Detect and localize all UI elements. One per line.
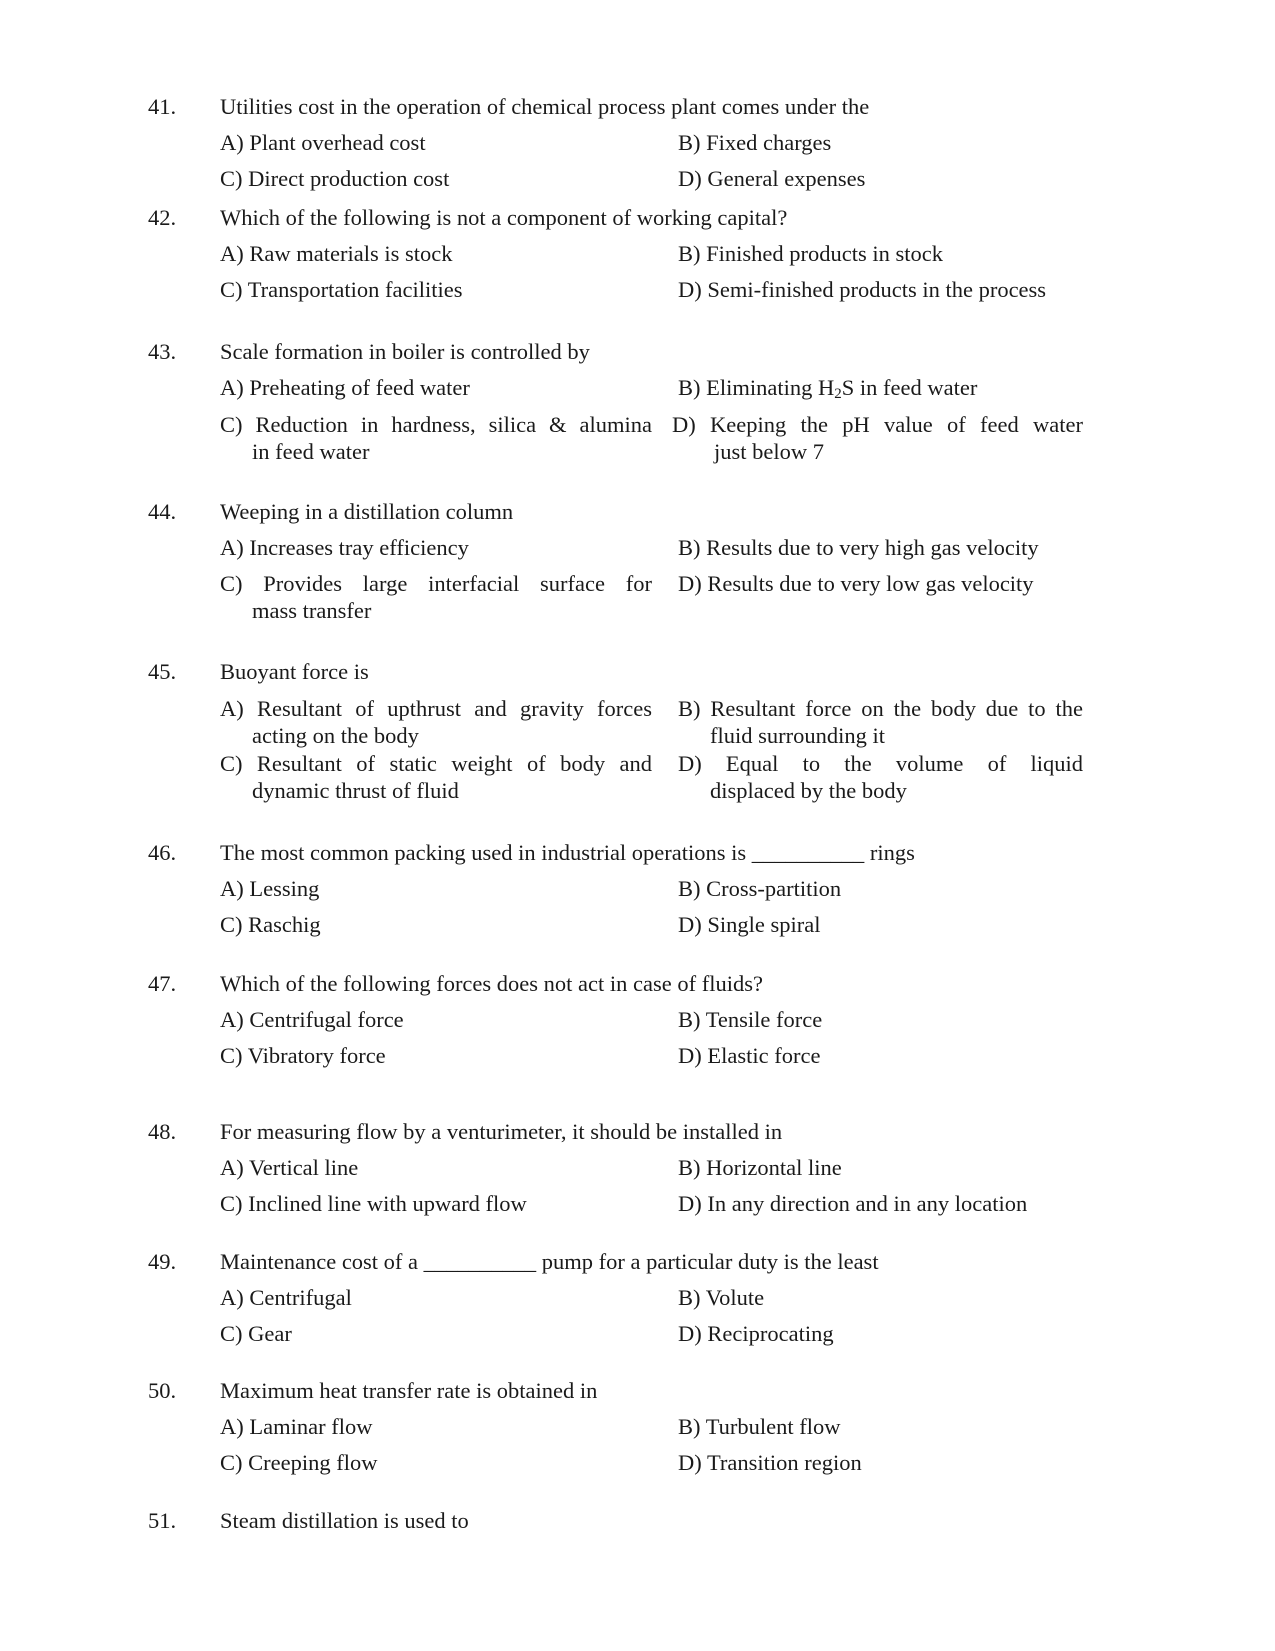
question-text: Maintenance cost of a __________ pump for a particular duty is the least: [220, 1249, 879, 1274]
question-number: 45.: [148, 659, 177, 684]
question-text: Weeping in a distillation column: [220, 499, 514, 524]
option-b: B) Finished products in stock: [678, 241, 943, 266]
option-d: D) Transition region: [678, 1450, 862, 1475]
question-text: Which of the following forces does not act in case of fluids?: [220, 971, 763, 996]
option-d: D) Single spiral: [678, 912, 821, 937]
option-b: B) Turbulent flow: [678, 1414, 841, 1439]
subscript-2: 2: [834, 386, 842, 402]
option-d: D) Reciprocating: [678, 1321, 834, 1346]
option-c: C) Gear: [220, 1321, 292, 1346]
option-b: [678, 374, 977, 401]
option-a: A) Plant overhead cost: [220, 130, 426, 155]
option-d: D) Results due to very low gas velocity: [678, 571, 1034, 596]
option-c: C) Direct production cost: [220, 166, 450, 191]
option-a: A) Preheating of feed water: [220, 375, 470, 400]
option-d: [678, 750, 1083, 804]
option-d-line1: D) Keeping the pH value of feed water: [672, 412, 1083, 437]
option-a-line2: acting on the body: [252, 723, 419, 748]
option-a: A) Raw materials is stock: [220, 241, 453, 266]
option-d-line1: D) Equal to the volume of liquid: [678, 751, 1083, 776]
option-c: C) Creeping flow: [220, 1450, 378, 1475]
question-text: Scale formation in boiler is controlled by: [220, 339, 590, 364]
option-d: D) In any direction and in any location: [678, 1191, 1028, 1216]
option-c: C) Vibratory force: [220, 1043, 386, 1068]
question-number: 44.: [148, 499, 177, 524]
option-b-text-end: S in feed water: [841, 375, 978, 400]
option-b: [678, 695, 1083, 749]
option-c-line1: C) Resultant of static weight of body and: [220, 751, 652, 776]
question-number: 47.: [148, 971, 177, 996]
option-a: A) Centrifugal: [220, 1285, 352, 1310]
option-d: D) Elastic force: [678, 1043, 821, 1068]
option-c: [220, 750, 652, 804]
option-a: A) Centrifugal force: [220, 1007, 404, 1032]
option-a: A) Laminar flow: [220, 1414, 373, 1439]
option-b-line2: fluid surrounding it: [710, 723, 885, 748]
option-b: B) Cross-partition: [678, 876, 842, 901]
question-text: Which of the following is not a component of working capital?: [220, 205, 788, 230]
option-c-line2: in feed water: [252, 439, 370, 464]
option-a: A) Lessing: [220, 876, 320, 901]
question-number: 42.: [148, 205, 177, 230]
option-c: C) Inclined line with upward flow: [220, 1191, 527, 1216]
question-text: Utilities cost in the operation of chemical process plant comes under the: [220, 94, 870, 119]
option-c-line1: C) Provides large interfacial surface for: [220, 571, 652, 596]
option-d-line2: displaced by the body: [710, 778, 907, 803]
question-text: For measuring flow by a venturimeter, it should be installed in: [220, 1119, 783, 1144]
option-d: D) General expenses: [678, 166, 866, 191]
option-a-line1: A) Resultant of upthrust and gravity forces: [220, 696, 652, 721]
option-c-line1: C) Reduction in hardness, silica & alumina: [220, 412, 652, 437]
option-b: B) Results due to very high gas velocity: [678, 535, 1039, 560]
option-d: [672, 411, 1083, 465]
option-c-line2: dynamic thrust of fluid: [252, 778, 459, 803]
question-text: Steam distillation is used to: [220, 1508, 469, 1533]
option-d-line2: just below 7: [714, 439, 824, 464]
option-b-text: B) Eliminating H: [678, 375, 835, 400]
question-number: 51.: [148, 1508, 177, 1533]
option-d: D) Semi-finished products in the process: [678, 277, 1047, 302]
option-c: C) Transportation facilities: [220, 277, 463, 302]
option-b: B) Volute: [678, 1285, 765, 1310]
question-number: 49.: [148, 1249, 177, 1274]
question-number: 46.: [148, 840, 177, 865]
question-number: 41.: [148, 94, 177, 119]
option-b: B) Horizontal line: [678, 1155, 842, 1180]
question-number: 43.: [148, 339, 177, 364]
option-a: A) Vertical line: [220, 1155, 359, 1180]
option-c: [220, 570, 652, 624]
option-a: A) Increases tray efficiency: [220, 535, 469, 560]
question-text: Maximum heat transfer rate is obtained in: [220, 1378, 598, 1403]
question-number: 50.: [148, 1378, 177, 1403]
option-b: B) Tensile force: [678, 1007, 823, 1032]
question-text: The most common packing used in industrial operations is __________ rings: [220, 840, 915, 865]
option-c: [220, 411, 652, 465]
question-number: 48.: [148, 1119, 177, 1144]
option-b-line1: B) Resultant force on the body due to the: [678, 696, 1083, 721]
option-b: B) Fixed charges: [678, 130, 832, 155]
option-c: C) Raschig: [220, 912, 321, 937]
question-text: Buoyant force is: [220, 659, 369, 684]
option-a: [220, 695, 652, 749]
option-c-line2: mass transfer: [252, 598, 372, 623]
